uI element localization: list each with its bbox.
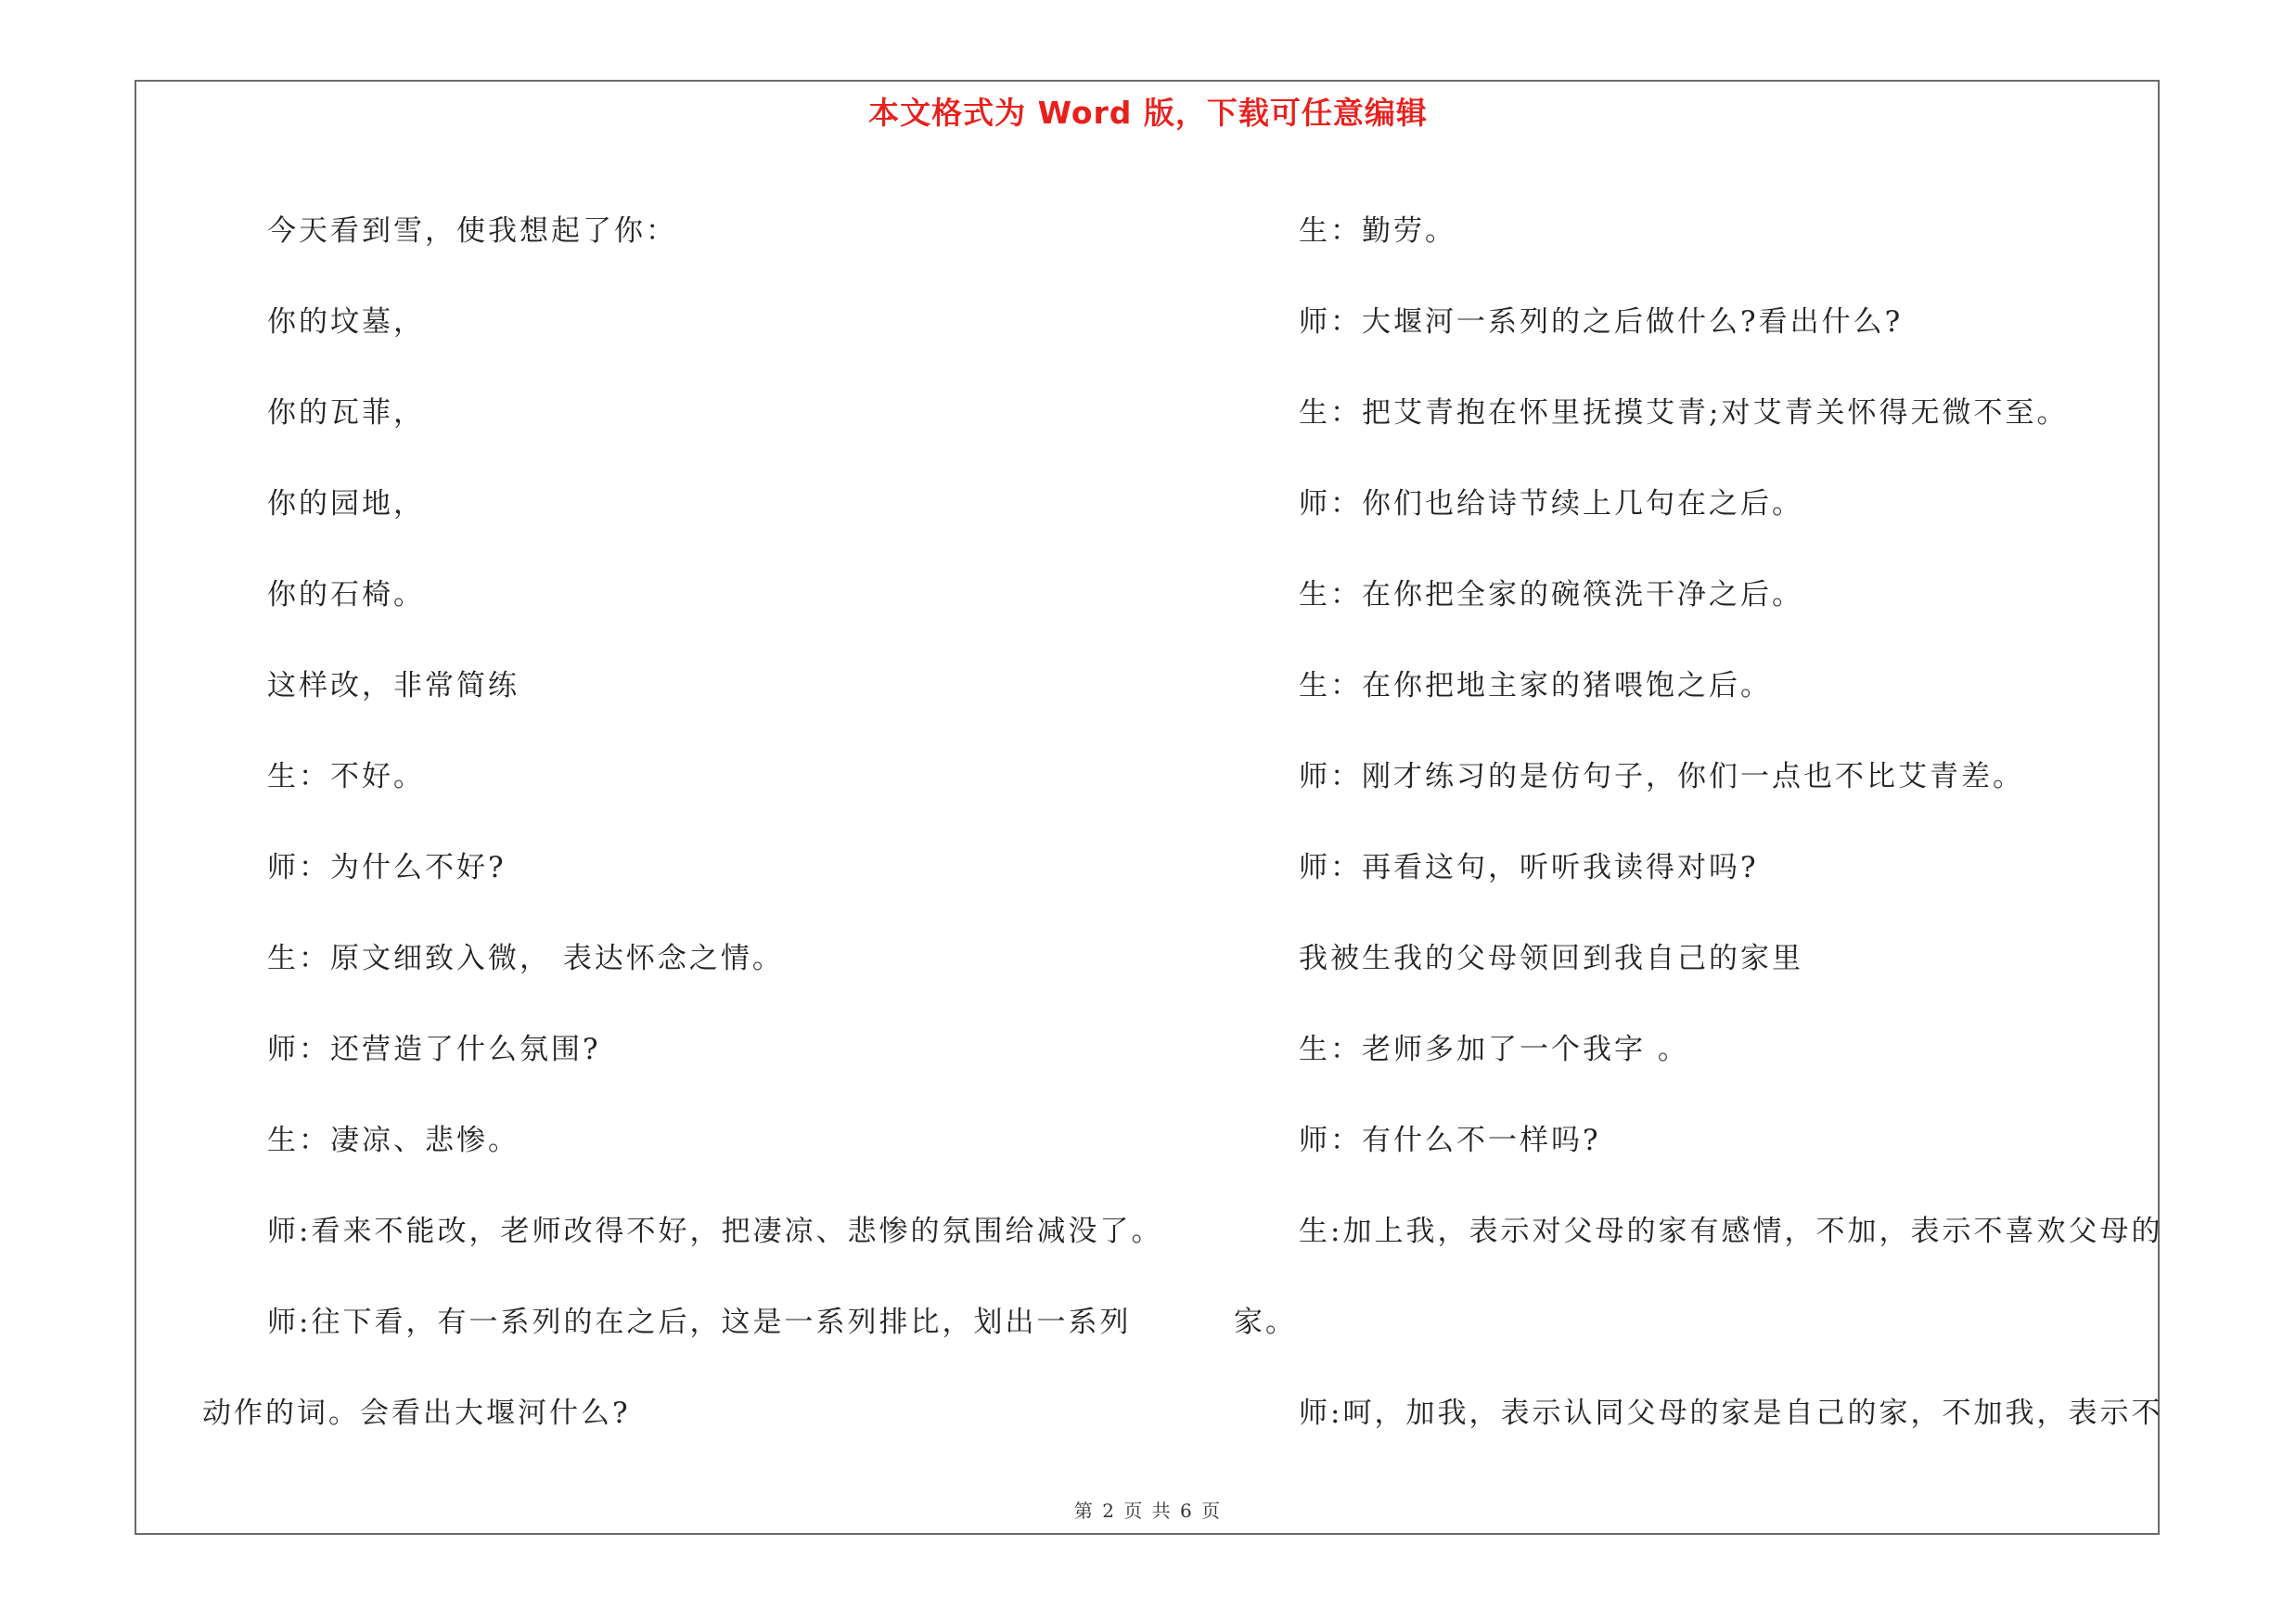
right-text-column — [1234, 186, 2161, 1459]
text-line: 师:往下看，有一系列的在之后，这是一系列排比，划出一系列 — [267, 1306, 1132, 1339]
text-line: 师：再看这句，听听我读得对吗? — [1299, 851, 1759, 884]
text-line: 今天看到雪，使我想起了你： — [267, 214, 677, 248]
text-line: 师：为什么不好? — [267, 851, 507, 884]
word-format-banner: 本文格式为 Word 版，下载可任意编辑 — [868, 95, 1428, 131]
text-line: 动作的词。会看出大堰河什么? — [202, 1397, 631, 1430]
text-line: 师：大堰河一系列的之后做什么?看出什么? — [1299, 305, 1904, 339]
text-line: 生：不好。 — [267, 760, 425, 793]
text-line: 生：在你把地主家的猪喂饱之后。 — [1299, 669, 1772, 702]
text-line: 师：你们也给诗节续上几句在之后。 — [1299, 487, 1803, 521]
text-line: 师：有什么不一样吗? — [1299, 1124, 1601, 1157]
text-line: 生：把艾青抱在怀里抚摸艾青;对艾青关怀得无微不至。 — [1299, 396, 2069, 430]
text-line: 生：凄凉、悲惨。 — [267, 1124, 519, 1157]
text-line: 你的石椅。 — [267, 578, 425, 612]
text-line: 生：勤劳。 — [1299, 214, 1456, 248]
text-line: 生：原文细致入微， 表达怀念之情。 — [267, 942, 784, 975]
text-line: 家。 — [1234, 1306, 1297, 1339]
text-line: 你的瓦菲， — [267, 396, 425, 430]
text-line: 我被生我的父母领回到我自己的家里 — [1299, 942, 1803, 975]
page-number-footer: 第 2 页 共 6 页 — [1073, 1500, 1223, 1522]
text-line: 生：老师多加了一个我字 。 — [1299, 1033, 1689, 1066]
text-line: 你的园地， — [267, 487, 425, 521]
text-line: 师:呵，加我，表示认同父母的家是自己的家，不加我，表示不 — [1299, 1397, 2163, 1430]
text-line: 师:看来不能改，老师改得不好，把凄凉、悲惨的氛围给减没了。 — [267, 1215, 1163, 1248]
text-line: 生：在你把全家的碗筷洗干净之后。 — [1299, 578, 1803, 612]
left-text-column — [202, 186, 1163, 1459]
text-line: 生:加上我，表示对父母的家有感情，不加，表示不喜欢父母的 — [1299, 1215, 2163, 1248]
text-line: 这样改，非常简练 — [267, 669, 519, 702]
text-line: 师：刚才练习的是仿句子，你们一点也不比艾青差。 — [1299, 760, 2024, 793]
text-line: 你的坟墓， — [267, 305, 425, 339]
text-line: 师：还营造了什么氛围? — [267, 1033, 601, 1066]
